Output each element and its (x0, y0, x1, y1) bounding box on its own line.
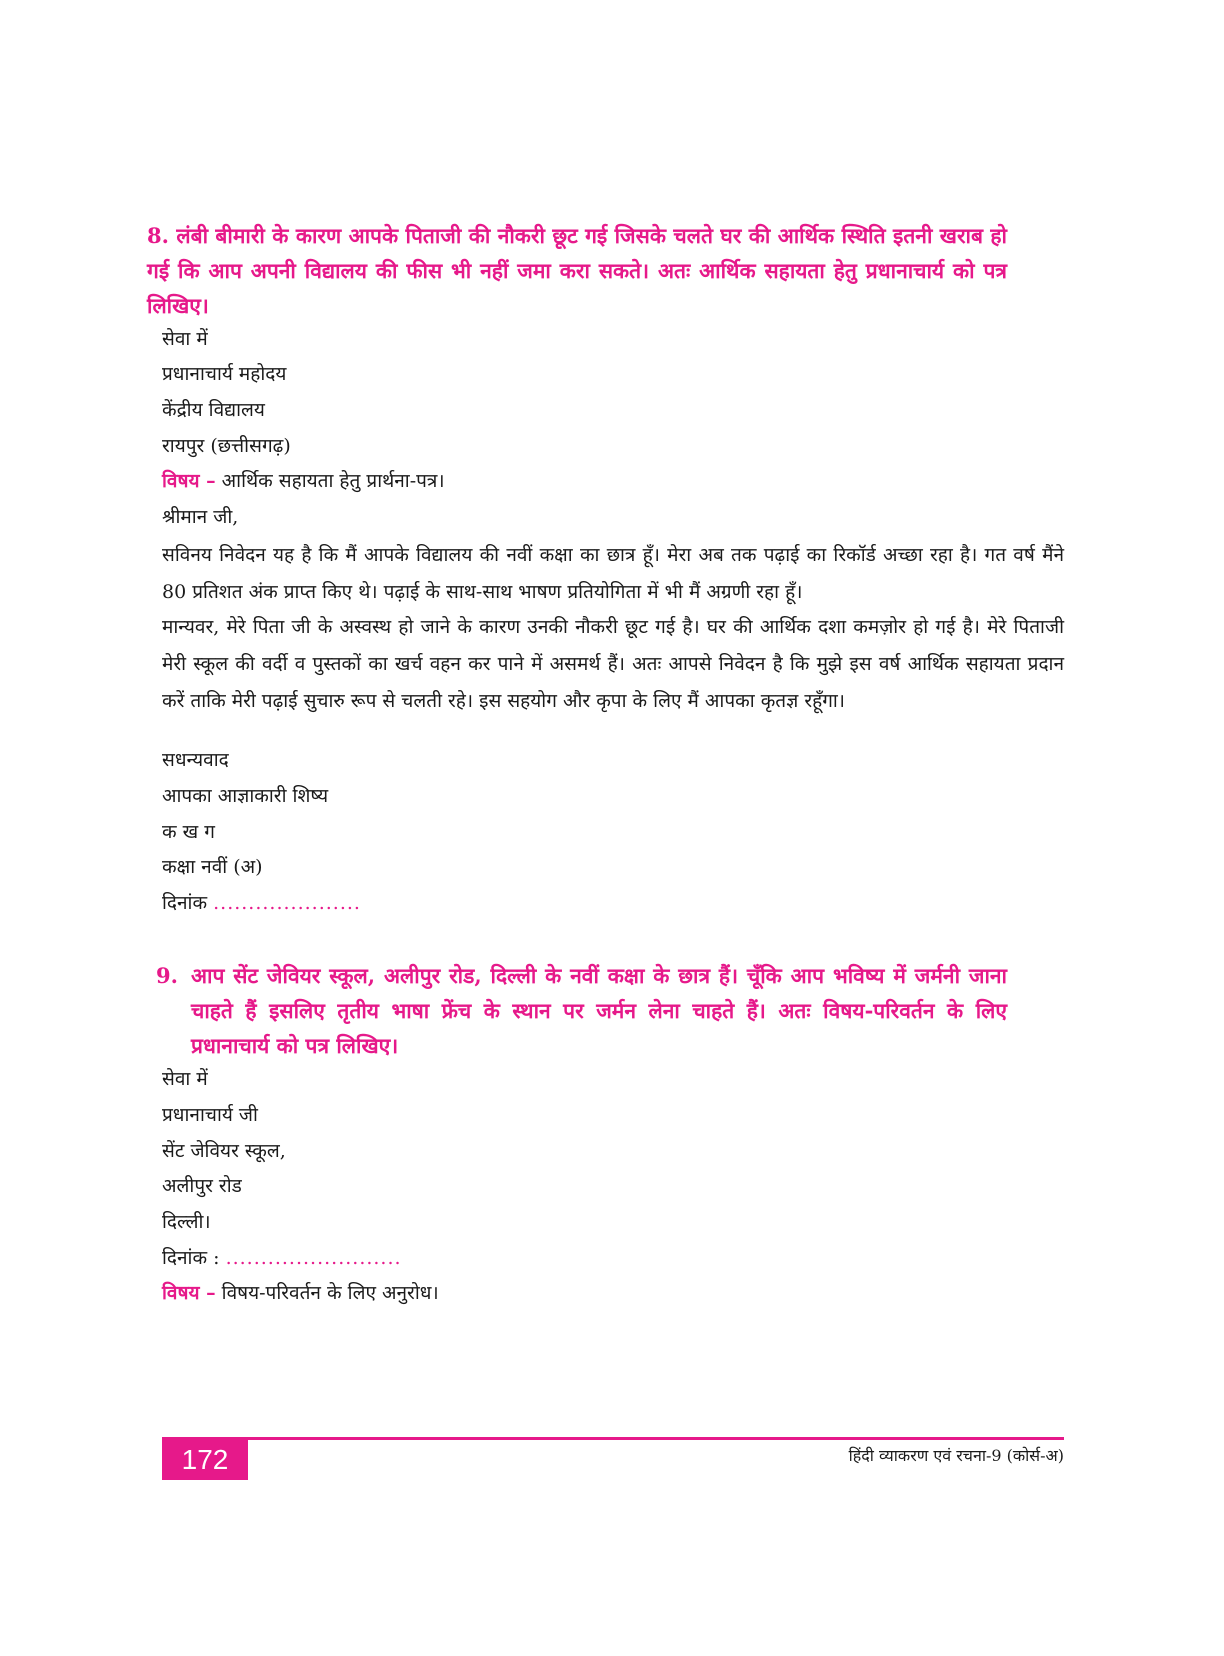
q9-address-line: सेवा में (162, 1068, 208, 1090)
subject-label: विषय – (162, 1282, 216, 1304)
q9-subject (162, 1278, 439, 1308)
q8-date (162, 888, 361, 918)
q9-address-line: अलीपुर रोड (162, 1175, 242, 1197)
q9-address-line: दिल्ली। (162, 1211, 211, 1233)
q8-closing-line: क ख ग (162, 821, 215, 843)
q8-address-line: केंद्रीय विद्यालय (162, 399, 265, 421)
date-label: दिनांक (162, 892, 214, 914)
q8-body-paragraph: मान्यवर, मेरे पिता जी के अस्वस्थ हो जाने के कारण उनकी नौकरी छूट गई है। घर की आर्थिक दशा कमज़ोर हो गई है। मेरे पिताजी मेरी स्कूल की वर्दी व पुस्तकों का खर्च वहन कर पाने में असमर्थ हैं। अतः आपसे निवेदन है कि मुझे इस वर्ष आर्थिक सहायता प्रदान करें ताकि मेरी पढ़ाई सुचारु रूप से चलती रहे। इस सहयोग और कृपा के लिए मैं आपका कृतज्ञ रहूँगा। (162, 616, 1064, 712)
subject-text: आर्थिक सहायता हेतु प्रार्थना-पत्र। (215, 470, 445, 492)
q8-closing-line: आपका आज्ञाकारी शिष्य (162, 785, 329, 807)
q8-body-paragraph: सविनय निवेदन यह है कि मैं आपके विद्यालय की नवीं कक्षा का छात्र हूँ। मेरा अब तक पढ़ाई का रिकॉर्ड अच्छा रहा है। गत वर्ष मैंने 80 प्रतिशत अंक प्राप्त किए थे। पढ़ाई के साथ-साथ भाषण प्रतियोगिता में भी मैं अग्रणी रहा हूँ। (162, 544, 1064, 603)
q8-closing-line: कक्षा नवीं (अ) (162, 856, 263, 878)
question-8: 8. लंबी बीमारी के कारण आपके पिताजी की नौकरी छूट गई जिसके चलते घर की आर्थिक स्थिति इतनी खराब हो गई कि आप अपनी विद्यालय की फीस भी नहीं जमा करा सकते। अतः आर्थिक सहायता हेतु प्रधानाचार्य को पत्र लिखिए। (147, 223, 1007, 318)
q8-subject (162, 466, 445, 496)
q8-closing-line: सधन्यवाद (162, 749, 229, 771)
date-dots: ..................... (213, 892, 361, 914)
question-9: आप सेंट जेवियर स्कूल, अलीपुर रोड, दिल्ली के नवीं कक्षा के छात्र हैं। चूँकि आप भविष्य में जर्मनी जाना चाहते हैं इसलिए तृतीय भाषा फ्रेंच के स्थान पर जर्मन लेना चाहते हैं। अतः विषय-परिवर्तन के लिए प्रधानाचार्य को पत्र लिखिए। (191, 963, 1007, 1058)
q9-address-line: सेंट जेवियर स्कूल, (162, 1140, 286, 1162)
question-9-number: 9. (156, 963, 178, 988)
date-label: दिनांक : (162, 1247, 226, 1269)
q8-address-line: प्रधानाचार्य महोदय (162, 363, 287, 385)
page-number: 172 (162, 1440, 248, 1480)
date-dots: ......................... (225, 1247, 402, 1269)
q8-address-line: रायपुर (छत्तीसगढ़) (162, 435, 291, 457)
q8-address-line: सेवा में (162, 328, 208, 350)
subject-label: विषय – (162, 470, 216, 492)
q9-date (162, 1243, 402, 1273)
q9-address-line: प्रधानाचार्य जी (162, 1104, 258, 1126)
q8-salutation: श्रीमान जी, (162, 506, 239, 528)
subject-text: विषय-परिवर्तन के लिए अनुरोध। (215, 1282, 439, 1304)
book-title: हिंदी व्याकरण एवं रचना-9 (कोर्स-अ) (848, 1446, 1064, 1465)
footer-rule (162, 1437, 1064, 1440)
